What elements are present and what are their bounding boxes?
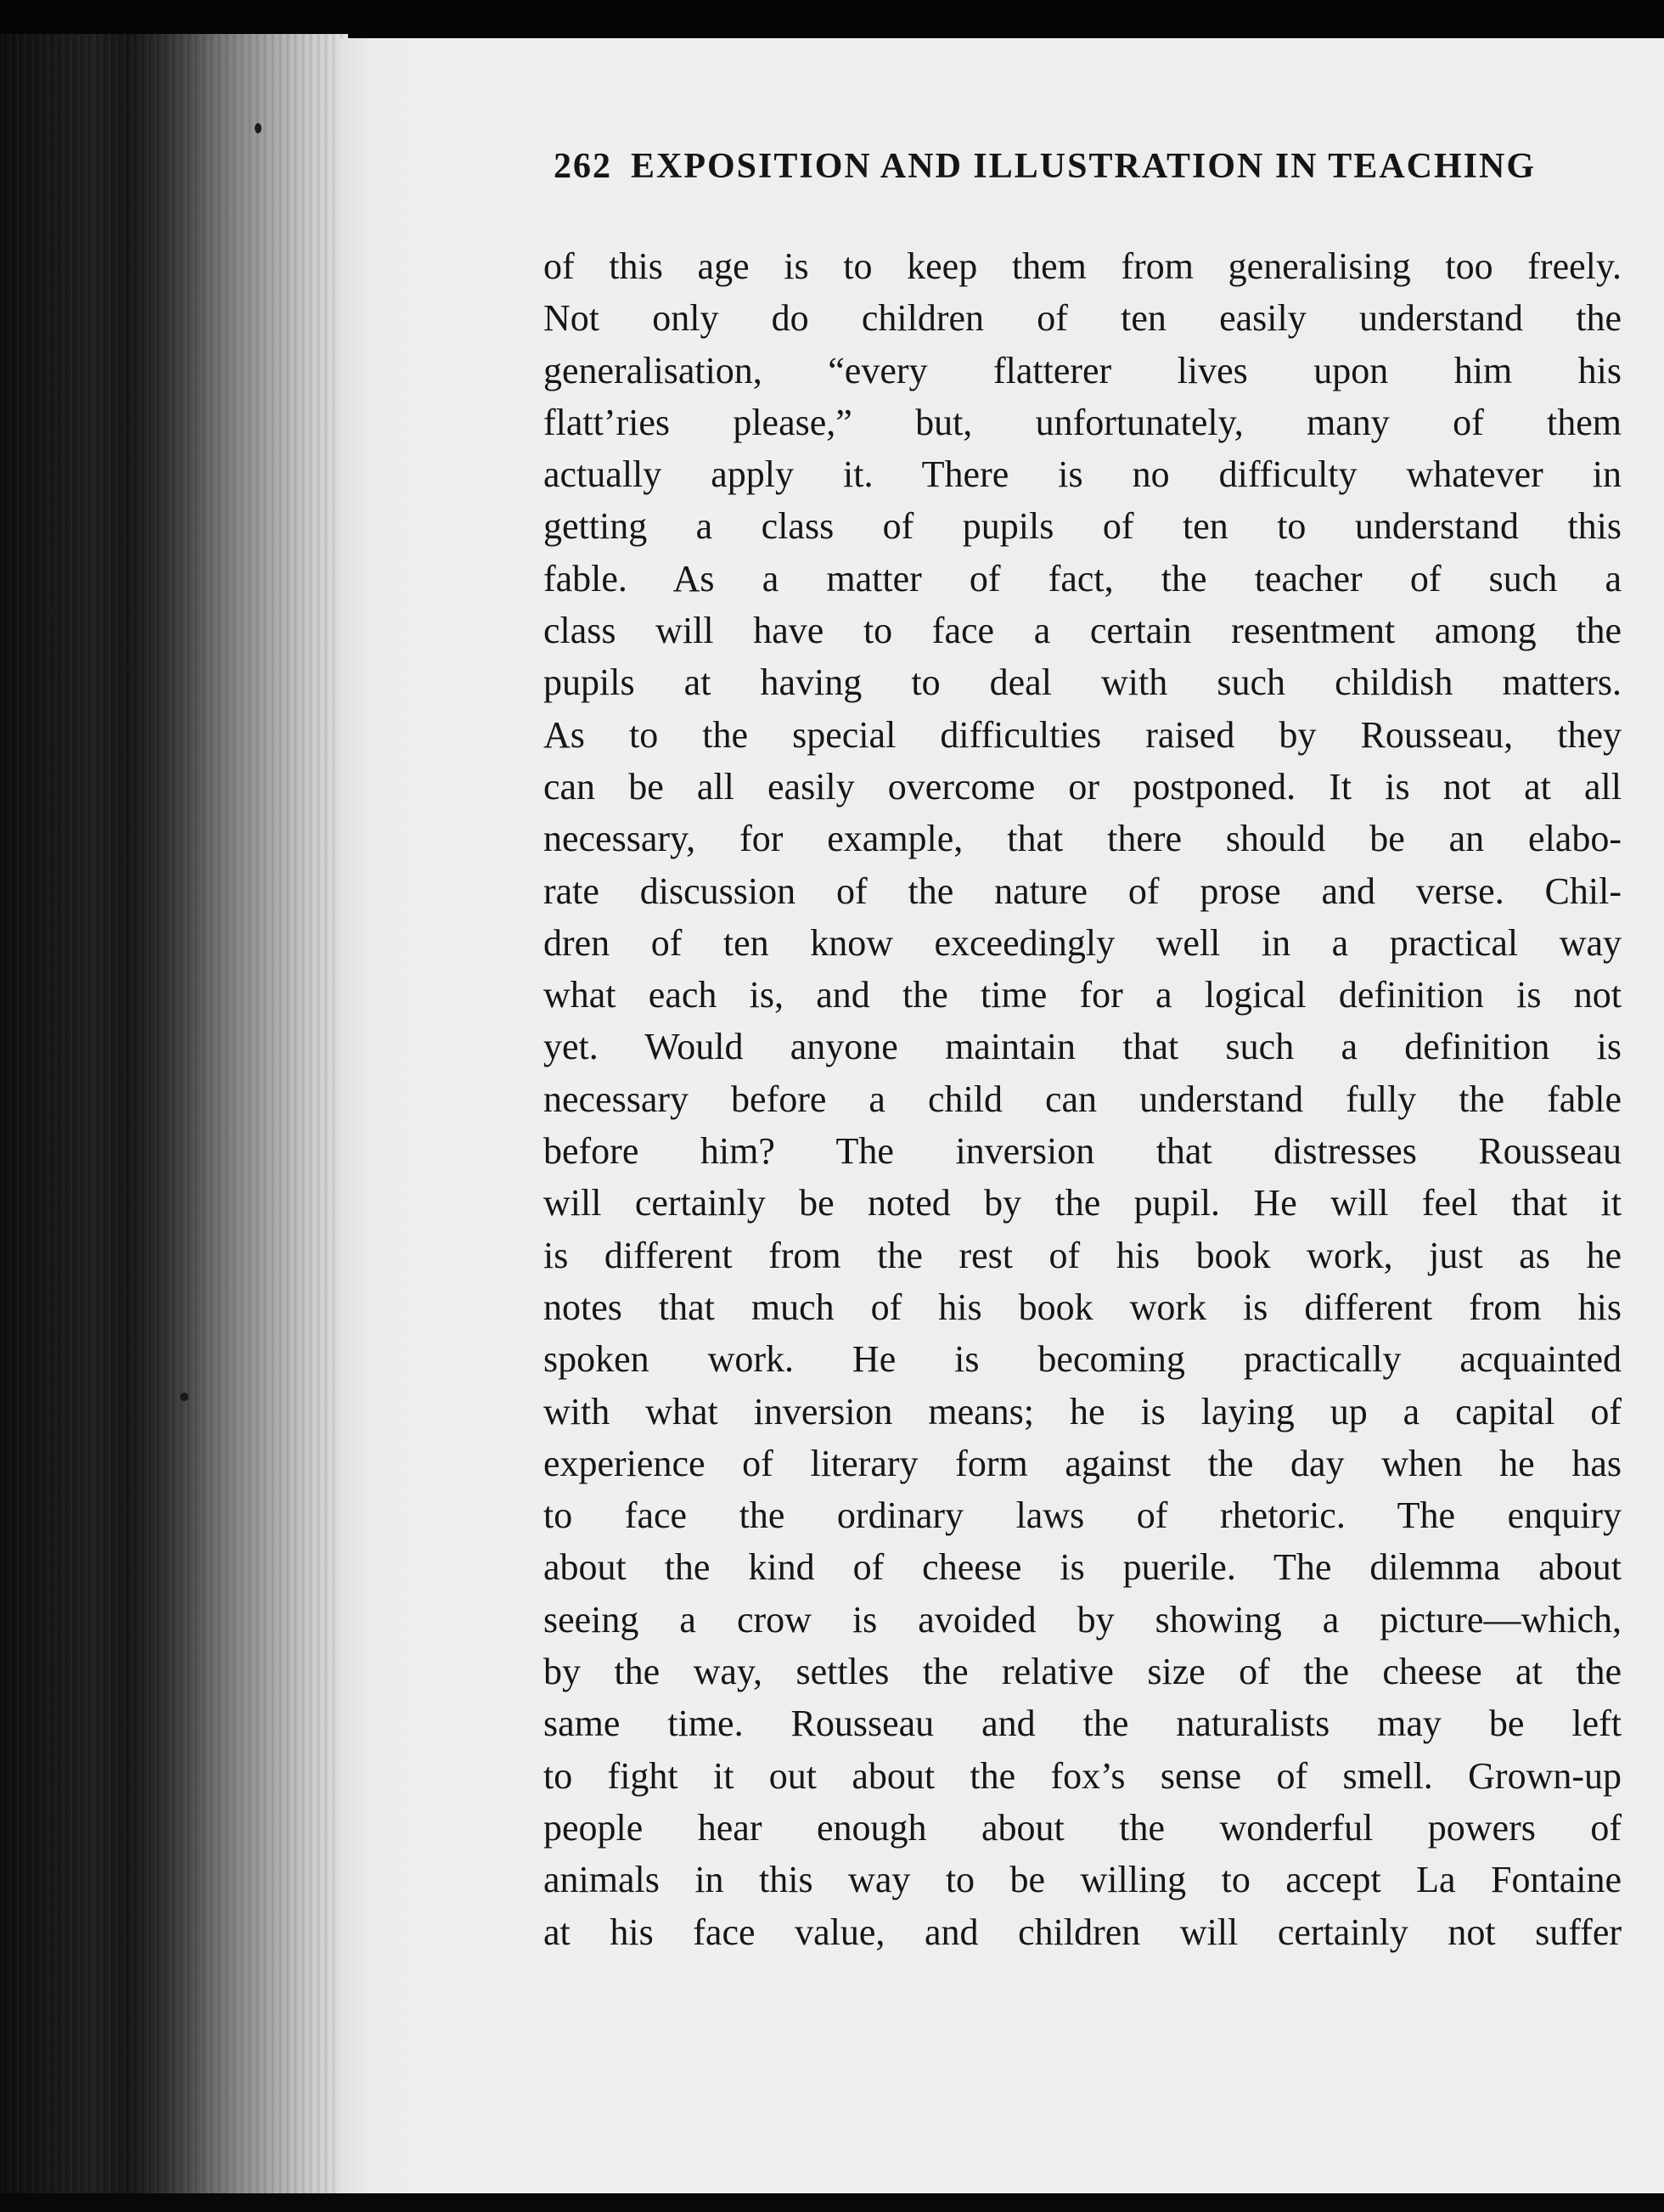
text-line: seeing a crow is avoided by showing a picture—which, bbox=[543, 1598, 1622, 1641]
text-line: to face the ordinary laws of rhetoric. The enquiry bbox=[543, 1494, 1622, 1537]
text-line: yet. Would anyone maintain that such a definition is bbox=[543, 1026, 1622, 1068]
text-line: pupils at having to deal with such childish matters. bbox=[543, 661, 1622, 704]
text-line: before him? The inversion that distresses Rousseau bbox=[543, 1130, 1622, 1173]
text-line: will certainly be noted by the pupil. He will feel that it bbox=[543, 1182, 1622, 1224]
text-line: dren of ten know exceedingly well in a practical way bbox=[543, 921, 1622, 964]
book-spine-edge bbox=[0, 34, 348, 2212]
text-line: necessary before a child can understand fully the fable bbox=[543, 1078, 1622, 1120]
text-line: spoken work. He is becoming practically acquainted bbox=[543, 1338, 1622, 1381]
text-line: notes that much of his book work is different from his bbox=[543, 1286, 1622, 1328]
text-line: animals in this way to be willing to accept La Fontaine bbox=[543, 1859, 1622, 1901]
text-line: about the kind of cheese is puerile. The dilemma about bbox=[543, 1546, 1622, 1589]
text-line: generalisation, “every flatterer lives upon him his bbox=[543, 349, 1622, 391]
text-line: same time. Rousseau and the naturalists may be left bbox=[543, 1703, 1622, 1745]
text-line: what each is, and the time for a logical definition is not bbox=[543, 974, 1622, 1016]
text-line: flatt’ries please,” but, unfortunately, many of them bbox=[543, 401, 1622, 443]
text-line: class will have to face a certain resentment among the bbox=[543, 610, 1622, 652]
text-line: by the way, settles the relative size of the cheese at the bbox=[543, 1651, 1622, 1693]
text-line: is different from the rest of his book work, just as he bbox=[543, 1234, 1622, 1276]
text-line: necessary, for example, that there should be an elabo- bbox=[543, 818, 1622, 860]
body-text bbox=[543, 240, 1622, 1958]
text-line: at his face value, and children will certainly not suffer bbox=[543, 1911, 1622, 1953]
text-line: to fight it out about the fox’s sense of smell. Grown-up bbox=[543, 1754, 1622, 1797]
text-line: fable. As a matter of fact, the teacher of such a bbox=[543, 557, 1622, 599]
text-line: experience of literary form against the day when he has bbox=[543, 1442, 1622, 1484]
scan-bottom-border bbox=[0, 2193, 1664, 2212]
text-line: Not only do children of ten easily understand the bbox=[543, 297, 1622, 340]
running-head bbox=[554, 146, 1555, 187]
text-line: As to the special difficulties raised by Rousseau, they bbox=[543, 713, 1622, 756]
text-line: people hear enough about the wonderful powers of bbox=[543, 1806, 1622, 1849]
text-line: with what inversion means; he is laying up a capital of bbox=[543, 1390, 1622, 1432]
text-line: actually apply it. There is no difficulty whatever in bbox=[543, 453, 1622, 496]
text-line: getting a class of pupils of ten to understand this bbox=[543, 505, 1622, 548]
running-head-title: EXPOSITION AND ILLUSTRATION IN TEACHING bbox=[631, 147, 1537, 186]
text-line: of this age is to keep them from generalising too freely. bbox=[543, 245, 1622, 287]
text-line: rate discussion of the nature of prose and verse. Chil- bbox=[543, 870, 1622, 912]
text-line: can be all easily overcome or postponed. It is not at all bbox=[543, 765, 1622, 808]
page-number: 262 bbox=[554, 147, 612, 186]
